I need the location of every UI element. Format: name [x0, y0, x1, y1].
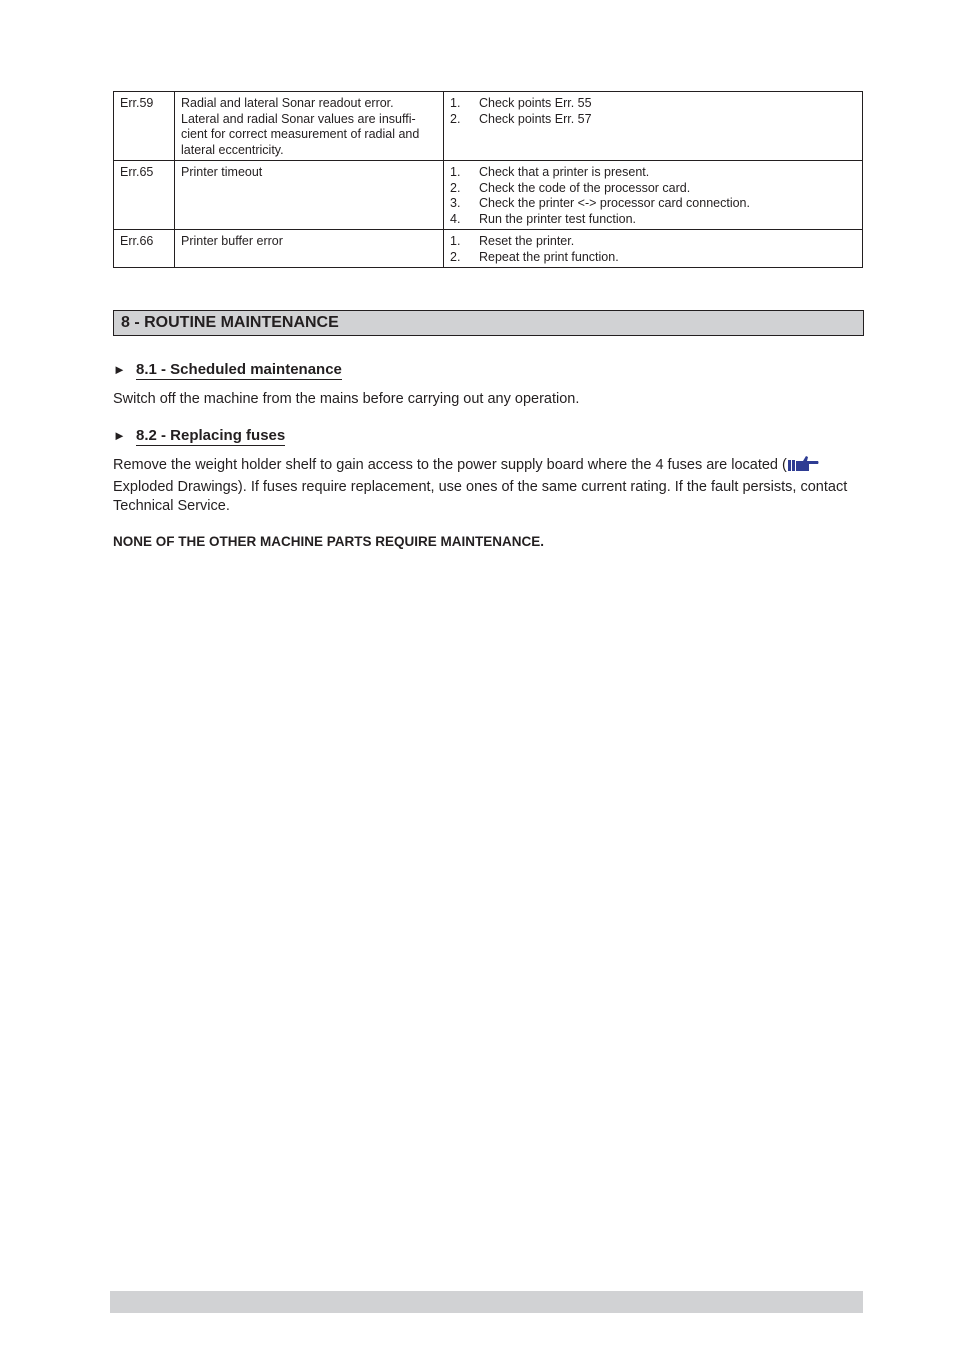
list-item: 2. Check points Err. 57 [450, 111, 592, 126]
error-description: Printer timeout [175, 161, 444, 230]
subsection-heading [113, 427, 285, 444]
table-row [114, 230, 863, 268]
list-item: 2. Check the code of the processor card. [450, 180, 691, 195]
error-steps [444, 92, 863, 161]
section-title: 8 - ROUTINE MAINTENANCE [121, 314, 339, 331]
list-item: 1. Check that a printer is present. [450, 165, 650, 179]
right-pointer-icon: ► [113, 428, 126, 443]
error-description: Radial and lateral Sonar readout error. Lateral and radial Sonar values are insuffi- cient for correct measurement of radial and lateral eccentricity. [175, 92, 444, 161]
paragraph: Switch off the machine from the mains before carrying out any operation. [113, 391, 580, 407]
section-header [113, 310, 864, 336]
list-item: 3. Check the printer <-> processor card connection. [450, 196, 750, 210]
error-code: Err.66 [114, 230, 175, 268]
right-pointer-icon: ► [113, 362, 126, 377]
error-code: Err.59 [114, 92, 175, 161]
paragraph: Remove the weight holder shelf to gain access to the power supply board where the 4 fuses are located (Exploded Drawings). If fuses require replacement, use ones of the same current rating. If the fault persists, contact Technical Service. [113, 457, 848, 514]
error-table [113, 91, 863, 268]
subsection-heading [113, 361, 342, 378]
list-item: 2. Repeat the print function. [450, 249, 619, 264]
maintenance-note: NONE OF THE OTHER MACHINE PARTS REQUIRE MAINTENANCE. [113, 534, 545, 549]
error-description: Printer buffer error [175, 230, 444, 268]
list-item: 1. Check points Err. 55 [450, 96, 592, 110]
error-steps [444, 161, 863, 230]
table-row [114, 92, 863, 161]
list-item: 4. Run the printer test function. [450, 211, 637, 226]
error-code: Err.65 [114, 161, 175, 230]
pointing-hand-icon [787, 455, 819, 478]
subsection-title: 8.1 - Scheduled maintenance [136, 361, 342, 378]
error-steps [444, 230, 863, 268]
table-row [114, 161, 863, 230]
subsection-title: 8.2 - Replacing fuses [136, 427, 286, 444]
footer-bar [110, 1291, 863, 1313]
list-item: 1. Reset the printer. [450, 234, 575, 248]
